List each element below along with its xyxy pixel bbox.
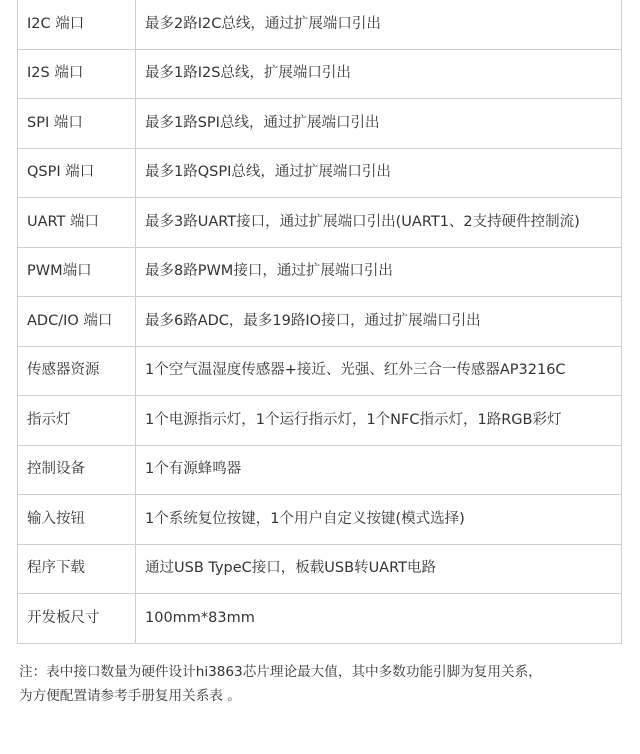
row-value: 最多3路UART接口，通过扩展端口引出(UART1、2支持硬件控制流): [136, 198, 622, 248]
row-value: 1个系统复位按键，1个用户自定义按键(模式选择): [136, 495, 622, 545]
table-row: [18, 198, 622, 248]
table-row: [18, 396, 622, 446]
row-label: 程序下载: [18, 544, 136, 594]
row-label: 输入按钮: [18, 495, 136, 545]
spec-table: [17, 0, 622, 644]
row-value: 1个有源蜂鸣器: [136, 445, 622, 495]
row-label: UART 端口: [18, 198, 136, 248]
row-value: 最多1路SPI总线，通过扩展端口引出: [136, 99, 622, 149]
row-label: I2C 端口: [18, 0, 136, 49]
row-value: 1个空气温湿度传感器+接近、光强、红外三合一传感器AP3216C: [136, 346, 622, 396]
row-value: 100mm*83mm: [136, 594, 622, 644]
table-row: [18, 445, 622, 495]
table-row: [18, 594, 622, 644]
row-label: 指示灯: [18, 396, 136, 446]
row-value: 最多6路ADC，最多19路IO接口，通过扩展端口引出: [136, 297, 622, 347]
table-row: [18, 148, 622, 198]
row-value: 1个电源指示灯，1个运行指示灯，1个NFC指示灯，1路RGB彩灯: [136, 396, 622, 446]
row-value: 最多2路I2C总线，通过扩展端口引出: [136, 0, 622, 49]
row-label: 开发板尺寸: [18, 594, 136, 644]
table-row: [18, 495, 622, 545]
table-row: [18, 99, 622, 149]
row-label: I2S 端口: [18, 49, 136, 99]
row-value: 通过USB TypeC接口，板载USB转UART电路: [136, 544, 622, 594]
row-label: PWM端口: [18, 247, 136, 297]
row-label: 传感器资源: [18, 346, 136, 396]
footnote: [19, 660, 627, 708]
table-row: [18, 247, 622, 297]
row-label: QSPI 端口: [18, 148, 136, 198]
row-label: 控制设备: [18, 445, 136, 495]
table-row: [18, 346, 622, 396]
row-label: ADC/IO 端口: [18, 297, 136, 347]
table-row: [18, 544, 622, 594]
row-value: 最多8路PWM接口，通过扩展端口引出: [136, 247, 622, 297]
footnote-line-2: 为方便配置请参考手册复用关系表 。: [19, 688, 241, 704]
row-value: 最多1路I2S总线，扩展端口引出: [136, 49, 622, 99]
footnote-line-1: 注：表中接口数量为硬件设计hi3863芯片理论最大值，其中多数功能引脚为复用关系，: [19, 664, 542, 680]
table-row: [18, 0, 622, 49]
table-row: [18, 49, 622, 99]
row-value: 最多1路QSPI总线，通过扩展端口引出: [136, 148, 622, 198]
row-label: SPI 端口: [18, 99, 136, 149]
table-row: [18, 297, 622, 347]
